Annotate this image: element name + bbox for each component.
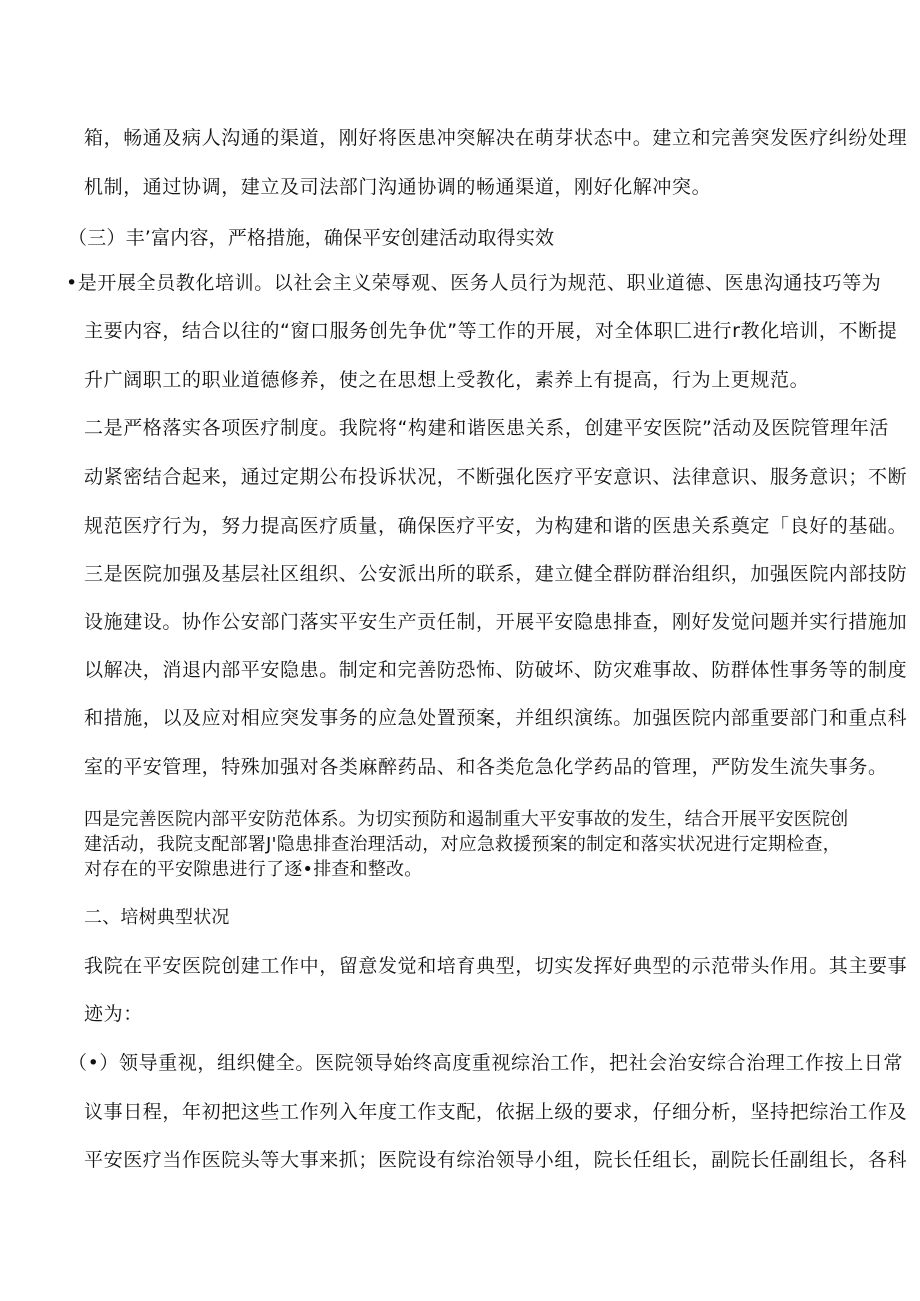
text-line: 机制，通过协调，建立及司法部门沟通协调的畅通渠道，刚好化解冲突。 bbox=[84, 176, 712, 198]
text-line: 和措施，以及应对相应突发事务的应急处置预案，并组织演练。加强医院内部重要部门和重点科 bbox=[84, 707, 908, 729]
text-line: 二是严格落实各项医疗制度。我院将“构建和谐医患关系，创建平安医院”活动及医院管理年活 bbox=[84, 417, 889, 439]
text-line: 对存在的平安隙患进行了逐•排查和整改。 bbox=[84, 859, 423, 880]
text-line: 四是完善医院内部平安防范体系。为切实预防和遏制重大平安事故的发生，结合开展平安医院创 bbox=[84, 809, 849, 830]
section-heading: 二、培树典型状况 bbox=[84, 907, 230, 928]
text-line: 我院在平安医院创建工作中，留意发觉和培育典型，切实发挥好典型的示范带头作用。其主要事 bbox=[84, 955, 908, 977]
text-line: •是开展全员教化培训。以社会主义荣辱观、医务人员行为规范、职业道德、医患沟通技巧等为 bbox=[66, 272, 882, 294]
text-line: 室的平安管理，特殊加强对各类麻醉药品、和各类危急化学药品的管理，严防发生流失事务。 bbox=[84, 756, 888, 778]
text-line: 平安医疗当作医院头等大事来抓；医院设有综治领导小组，院长任组长，副院长任副组长，各科 bbox=[84, 1149, 908, 1171]
text-line: 以解决，消退内部平安隐患。制定和完善防恐怖、防破坏、防灾难事故、防群体性事务等的制度 bbox=[84, 659, 908, 681]
text-line: 设施建设。协作公安部门落实平安生产贡任制，开展平安隐患排查，刚好发觉问题并实行措施加 bbox=[84, 611, 908, 633]
text-line: 箱，畅通及病人沟通的渠道，刚好将医患冲突解决在萌芽状态中。建立和完善突发医疗纠纷处理 bbox=[84, 127, 908, 149]
text-line: 动紧密结合起来，通过定期公布投诉状况，不断强化医疗平安意识、法律意识、服务意识；不断 bbox=[84, 466, 908, 488]
text-line: 建活动，我院支配部署J'隐患排查治理活动，对应急救援预案的制定和落实状况进行定期检查， bbox=[84, 834, 841, 855]
text-line: 主要内容，结合以往的“窗口服务创先争优”等工作的开展，对全体职匚进行r教化培训，不断提 bbox=[84, 320, 898, 342]
text-line: 迹为： bbox=[84, 1003, 143, 1025]
text-line: 三是医院加强及基层社区组织、公安派出所的联系，建立健全群防群治组织，加强医院内部技防 bbox=[84, 563, 908, 585]
text-line: （•）领导重视，组织健全。医院领导始终高度重视综治工作，把社会治安综合治理工作按上日常 bbox=[68, 1052, 904, 1074]
section-heading: （三）丰’富内容，严格措施，确保平安创建活动取得实效 bbox=[68, 227, 555, 249]
text-line: 升广阔职工的职业道德修养，使之在思想上受教化，素养上有提高，行为上更规范。 bbox=[84, 369, 810, 391]
text-line: 议事日程，年初把这些工作列入年度工作支配，依据上级的要求，仔细分析，坚持把综治工作及 bbox=[84, 1101, 908, 1123]
text-line: 规范医疗行为，努力提高医疗质量，确保医疗平安，为构建和谐的医患关系奠定「良好的基础。 bbox=[84, 515, 908, 537]
